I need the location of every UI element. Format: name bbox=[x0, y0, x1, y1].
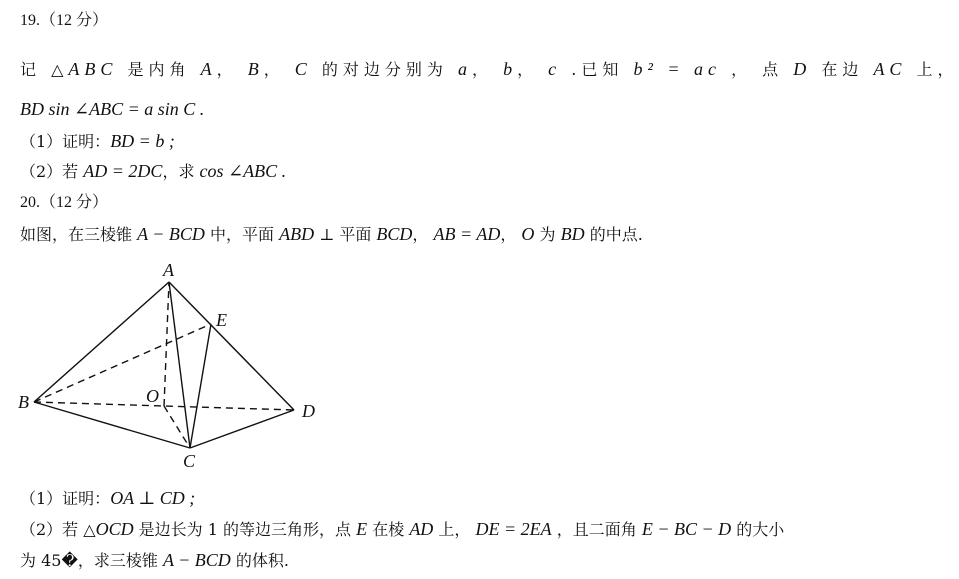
q19-intro: 记 △ABC 是内角 A， B， C 的对边分别为 a， b， c .已知 b² = ac ， 点 D 在边 AC 上， bbox=[20, 59, 959, 79]
q19-condition: BD sin ∠ABC = a sin C . bbox=[20, 99, 205, 119]
q20-intro: 如图，在三棱锥 A − BCD 中，平面 ABD ⊥ 平面 BCD， AB = AD， O 为 BD 的中点. bbox=[20, 224, 643, 244]
q19-part2: （2）若 AD = 2DC，求 cos ∠ABC . bbox=[20, 161, 287, 181]
edge-AD bbox=[169, 282, 294, 410]
q20-part1: （1）证明：OA ⊥ CD ; bbox=[20, 488, 196, 508]
edge-AC bbox=[169, 282, 190, 448]
tetrahedron-figure bbox=[14, 262, 334, 474]
label-C: C bbox=[183, 451, 196, 471]
q19-header: 19.（12 分） bbox=[20, 12, 109, 29]
q20-part2-line1: （2）若 △OCD 是边长为 1 的等边三角形，点 E 在棱 AD 上， DE = 2EA ，且二面角 E − BC − D 的大小 bbox=[20, 519, 785, 539]
label-O: O bbox=[146, 386, 159, 406]
edge-AB bbox=[34, 282, 169, 402]
edge-OA-hidden bbox=[164, 282, 169, 406]
q20-part2-line2: 为 45�，求三棱锥 A − BCD 的体积. bbox=[20, 550, 289, 570]
label-A: A bbox=[163, 260, 174, 280]
edge-CE bbox=[190, 324, 211, 448]
label-D: D bbox=[302, 401, 315, 421]
edge-BE-hidden bbox=[34, 324, 211, 402]
q20-header: 20.（12 分） bbox=[20, 194, 109, 211]
label-E: E bbox=[216, 310, 227, 330]
q19-part1: （1）证明：BD = b ; bbox=[20, 131, 175, 151]
edge-CD bbox=[190, 410, 294, 448]
label-B: B bbox=[18, 392, 29, 412]
